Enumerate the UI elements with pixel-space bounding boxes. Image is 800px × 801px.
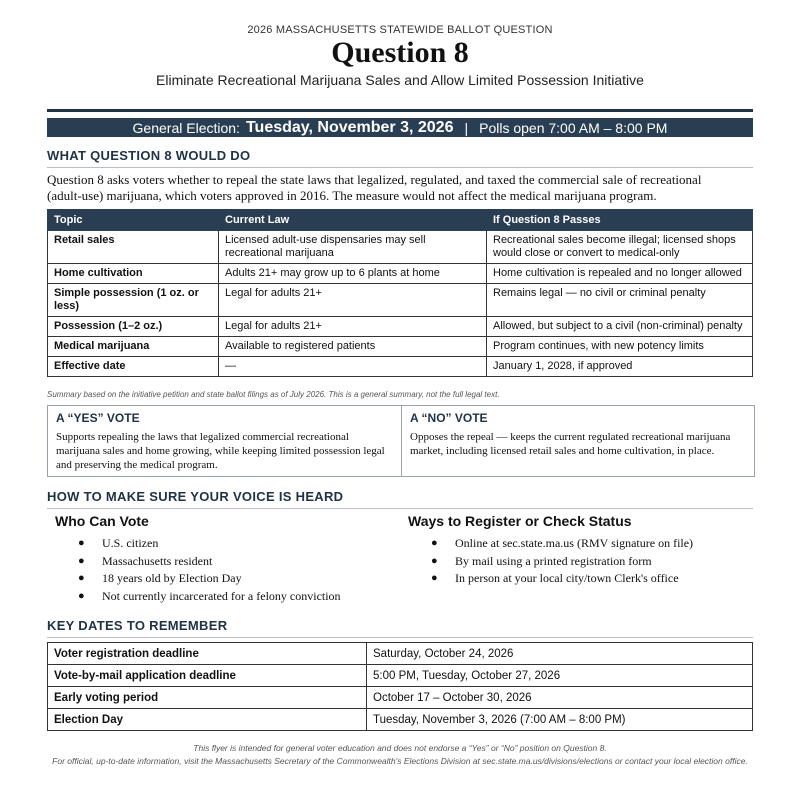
table-row [48, 231, 753, 264]
banner-polls: Polls open 7:00 AM – 8:00 PM [479, 119, 668, 136]
date-label: Voter registration deadline [48, 643, 367, 665]
list-item-text: By mail using a printed registration form [455, 553, 652, 568]
bullet-icon: ● [78, 537, 85, 549]
table-cell: Licensed adult-use dispensaries may sell recreational marijuana [219, 231, 487, 264]
vote-explanations [47, 405, 755, 477]
comparison-table [47, 209, 753, 377]
bullet-icon: ● [431, 572, 438, 584]
table-row [48, 665, 753, 687]
list-item [55, 535, 395, 553]
disclaimer-line-2: For official, up-to-date information, visit the Massachusetts Secretary of the Commonwealth's Elections Division at sec.state.ma.us/divisions/elections or contact your local election office. [52, 756, 748, 766]
bullet-icon: ● [431, 537, 438, 549]
list-item [55, 553, 395, 571]
list-item-text: 18 years old by Election Day [102, 571, 242, 585]
banner-separator: | [464, 119, 469, 136]
table-cell: Adults 21+ may grow up to 6 plants at home [219, 264, 487, 284]
table-header-cell: If Question 8 Passes [487, 210, 753, 231]
intro-paragraph: Question 8 asks voters whether to repeal the state laws that legalized, regulated, and taxed the commercial sale of recreational (adult-use) marijuana, which voters approved in 2016. The measure would not affect the medical marijuana program. [47, 172, 702, 203]
table-cell: Home cultivation [48, 264, 219, 284]
yes-vote-panel [48, 406, 401, 476]
table-header-cell: Current Law [219, 210, 487, 231]
list-item [55, 570, 395, 588]
table-row [48, 709, 753, 731]
table-cell: Allowed, but subject to a civil (non-criminal) penalty [487, 317, 753, 337]
table-row [48, 357, 753, 377]
table-cell: Home cultivation is repealed and no longer allowed [487, 264, 753, 284]
table-header-row [48, 210, 753, 231]
no-vote-title: A “NO” VOTE [410, 411, 488, 425]
table-cell: Legal for adults 21+ [219, 284, 487, 317]
table-cell: Retail sales [48, 231, 219, 264]
date-value: Saturday, October 24, 2026 [367, 643, 753, 665]
list-item-text: U.S. citizen [102, 536, 159, 550]
table-row [48, 337, 753, 357]
table-cell: Available to registered patients [219, 337, 487, 357]
no-vote-panel [401, 406, 754, 476]
section-heading-voice: HOW TO MAKE SURE YOUR VOICE IS HEARD [47, 489, 753, 509]
table-row [48, 284, 753, 317]
table-row [48, 687, 753, 709]
key-dates-table [47, 642, 753, 731]
date-label: Early voting period [48, 687, 367, 709]
list-item [55, 588, 395, 606]
bullet-icon: ● [78, 572, 85, 584]
election-banner [47, 118, 753, 137]
who-can-vote-title: Who Can Vote [55, 513, 149, 529]
no-vote-text: Opposes the repeal — keeps the current regulated recreational marijuana market, including licensed retail sales and home cultivation, in place. [410, 431, 731, 457]
table-cell: Effective date [48, 357, 219, 377]
yes-vote-title: A “YES” VOTE [56, 411, 140, 425]
date-value: October 17 – October 30, 2026 [367, 687, 753, 709]
who-can-vote-list [55, 535, 395, 605]
page-subtitle: Eliminate Recreational Marijuana Sales and Allow Limited Possession Initiative [156, 72, 644, 88]
list-item [408, 570, 753, 588]
table-cell: Remains legal — no civil or criminal penalty [487, 284, 753, 317]
disclaimer-line-1: This flyer is intended for general voter education and does not endorse a “Yes” or “No” position on Question 8. [193, 743, 607, 753]
table-row [48, 317, 753, 337]
table-cell: — [219, 357, 487, 377]
date-value: 5:00 PM, Tuesday, October 27, 2026 [367, 665, 753, 687]
table-cell: Program continues, with new potency limits [487, 337, 753, 357]
table-header-cell: Topic [48, 210, 219, 231]
table-row [48, 643, 753, 665]
bullet-icon: ● [78, 554, 85, 567]
yes-vote-text: Supports repealing the laws that legalized commercial recreational marijuana sales and home growing, while keeping limited possession legal and preserving the medical program. [56, 431, 385, 471]
bullet-icon: ● [78, 589, 85, 602]
list-item-text: Not currently incarcerated for a felony conviction [102, 588, 341, 603]
table-cell: Legal for adults 21+ [219, 317, 487, 337]
bullet-icon: ● [431, 554, 438, 567]
list-item-text: Massachusetts resident [102, 553, 213, 568]
table-cell: Possession (1–2 oz.) [48, 317, 219, 337]
date-label: Election Day [48, 709, 367, 731]
list-item [408, 553, 753, 571]
banner-date: Tuesday, November 3, 2026 [245, 118, 454, 136]
banner-label: General Election: [132, 119, 240, 136]
page-title: Question 8 [331, 36, 469, 69]
table-cell: January 1, 2028, if approved [487, 357, 753, 377]
date-label: Vote-by-mail application deadline [48, 665, 367, 687]
register-list [408, 535, 753, 588]
section-heading-what: WHAT QUESTION 8 WOULD DO [47, 148, 753, 168]
register-title: Ways to Register or Check Status [408, 513, 632, 529]
table-row [48, 264, 753, 284]
list-item [408, 535, 753, 553]
eyebrow: 2026 MASSACHUSETTS STATEWIDE BALLOT QUESTION [247, 24, 553, 36]
table-cell: Simple possession (1 oz. or less) [48, 284, 219, 317]
table-footnote: Summary based on the initiative petition and state ballot filings as of July 2026. This is a general summary, not the full legal text. [47, 390, 500, 399]
list-item-text: Online at sec.state.ma.us (RMV signature on file) [455, 536, 694, 550]
list-item-text: In person at your local city/town Clerk's office [455, 571, 679, 585]
header-divider [47, 109, 753, 112]
section-heading-dates: KEY DATES TO REMEMBER [47, 618, 753, 638]
date-value: Tuesday, November 3, 2026 (7:00 AM – 8:00 PM) [367, 709, 753, 731]
table-cell: Recreational sales become illegal; licensed shops would close or convert to medical-only [487, 231, 753, 264]
table-cell: Medical marijuana [48, 337, 219, 357]
